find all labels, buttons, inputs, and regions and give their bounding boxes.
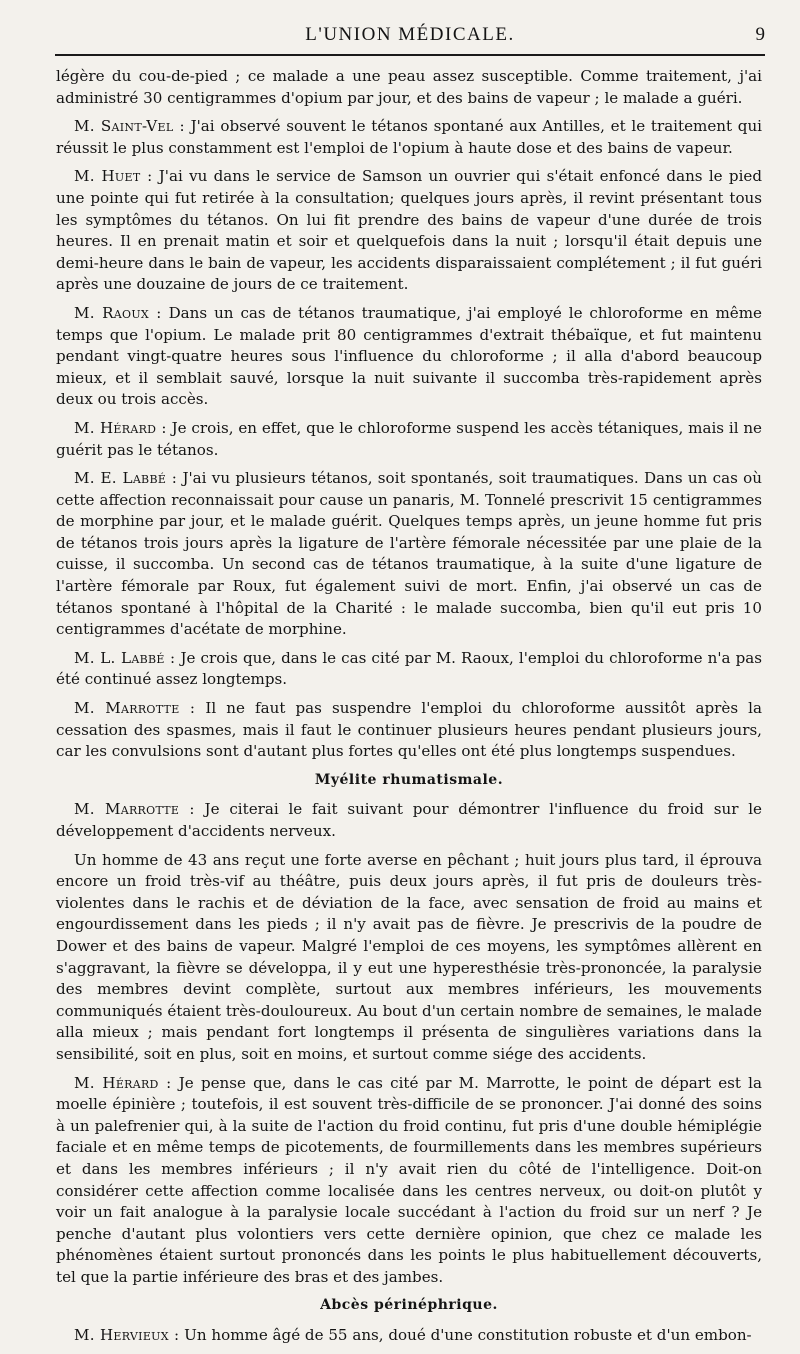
speaker-name: M. Marrotte : [74,800,195,819]
paragraph [56,850,762,1066]
paragraph [56,66,762,109]
running-title: L'UNION MÉDICALE. [305,24,515,45]
discussion-block-myelite [56,799,762,1288]
paragraph-text: Il ne faut pas suspendre l'emploi du chloroforme aussitôt après la cessation des spasmes, mais il faut le continuer plusieurs heures pendant plusieurs jours, car les convulsions sont d'autant plus fortes qu'elles ont été plus longtemps suspendues. [56,699,762,761]
speaker-name: M. Hervieux : [74,1326,180,1345]
page-header [55,22,765,56]
body-text [56,66,762,1354]
paragraph-text: J'ai observé souvent le tétanos spontané aux Antilles, et le traitement qui réussit le plus constamment est l'emploi de l'opium à haute dose et des bains de vapeur. [56,117,762,157]
paragraph-text: J'ai vu dans le service de Samson un ouvrier qui s'était enfoncé dans le pied une pointe qui fut retirée à la consultation; quelques jours après, il revint présentant tous les symptômes du tétanos. On lui fit prendre des bains de vapeur d'une durée de trois heures. Il en prenait matin et soir et quelquefois dans la nuit ; lorsqu'il était depuis une demi-heure dans le bain de vapeur, les accidents disparaissaient complétement ; il fut guéri après une douzaine de jours de ce traitement. [56,167,762,294]
speaker-name: M. Hérard : [74,418,167,437]
page-number: 9 [755,24,765,45]
paragraph [56,116,762,159]
speaker-name: M. Saint-Vel : [74,117,185,136]
speaker-name: M. E. Labbé : [74,469,178,488]
paragraph-text: Je crois que, dans le cas cité par M. Raoux, l'emploi du chloroforme n'a pas été continué assez longtemps. [56,648,762,689]
paragraph [56,799,762,842]
paragraph-text: légère du cou-de-pied ; ce malade a une peau assez susceptible. Comme traitement, j'ai administré 30 centigrammes d'opium par jour, et des bains de vapeur ; le malade a guéri. [56,67,762,107]
paragraph-text: Je crois, en effet, que le chloroforme suspend les accès tétaniques, mais il ne guérit pas le tétanos. [56,418,762,459]
discussion-block-tetanos [56,66,762,763]
section-heading: Myélite rhumatismale. [314,771,504,788]
speaker-name: M. Hérard : [74,1073,172,1092]
paragraph [56,698,762,763]
speaker-name: M. L. Labbé : [74,648,176,667]
paragraph-text: J'ai vu plusieurs tétanos, soit spontanés, soit traumatiques. Dans un cas où cette affection reconnaissait pour cause un panaris, M. Tonnelé prescrivit 15 centigrammes de morphine par jour, et le malade guérit. Quelques temps après, un jeune homme fut pris de tétanos trois jours après la ligature de l'artère fémorale nécessitée par une plaie de la cuisse, il succomba. Un second cas de tétanos traumatique, à la suite d'une ligature de l'artère fémorale par Roux, fut également suivi de mort. Enfin, j'ai observé un cas de tétanos spontané à l'hôpital de la Charité : le malade succomba, bien qu'il eut pris 10 centigrammes d'acétate de morphine. [56,469,762,639]
paragraph [56,468,762,641]
paragraph [56,1325,762,1347]
paragraph-text: Un homme de 43 ans reçut une forte averse en pêchant ; huit jours plus tard, il éprouva encore un froid très-vif au théâtre, puis deux jours après, il fut pris de douleurs très-violentes dans le rachis et de déviation de la face, avec sensation de froid au mains et engourdissement dans les pieds ; il n'y avait pas de fièvre. Je prescrivis de la poudre de Dower et des bains de vapeur. Malgré l'emploi de ces moyens, les symptômes allèrent en s'aggravant, la fièvre se développa, il y eut une hyperesthésie très-prononcée, la paralysie des membres devint complète, surtout aux membres inférieurs, les mouvements communiqués étaient très-douloureux. Au bout d'un certain nombre de semaines, le malade alla mieux ; mais pendant fort longtemps il présenta de singulières variations dans la sensibilité, soit en plus, soit en moins, et surtout comme siége des accidents. [56,850,762,1063]
speaker-name: M. Raoux : [74,303,162,322]
paragraph [56,166,762,296]
paragraph-text: Je citerai le fait suivant pour démontrer l'influence du froid sur le développement d'accidents nerveux. [56,800,762,840]
speaker-name: M. Marrotte : [74,699,196,718]
paragraph [56,1073,762,1289]
section-heading: Abcès périnéphrique. [320,1297,498,1314]
paragraph [56,303,762,411]
paragraph-text: Je pense que, dans le cas cité par M. Marrotte, le point de départ est la moelle épinière ; toutefois, il est souvent très-difficile de se prononcer. J'ai donné des soins à un palefrenier qui, à la suite de l'action du froid continu, fut pris d'une double hémiplégie faciale et en même temps de picotements, de fourmillements dans les membres supérieurs et dans les membres inférieurs ; il n'y avait rien du côté de l'intelligence. Doit-on considérer cette affection comme localisée dans les centres nerveux, ou doit-on plutôt y voir un fait analogue à la paralysie locale succédant à l'action du froid sur un nerf ? Je penche d'autant plus volontiers vers cette dernière opinion, que chez ce malade les phénomènes étaient surtout prononcés dans les points le plus habituellement découverts, tel que la partie inférieure des bras et des jambes. [56,1073,762,1286]
paragraph [56,418,762,461]
speaker-name: M. Huet : [74,167,153,186]
paragraph-text: Dans un cas de tétanos traumatique, j'ai employé le chloroforme en même temps que l'opium. Le malade prit 80 centigrammes d'extrait thébaïque, et fut maintenu pendant vingt-quatre heures sous l'influence du chloroforme ; il alla d'abord beaucoup mieux, et il semblait sauvé, lorsque la nuit suivante il succomba très-rapidement après deux ou trois accès. [56,303,762,409]
paragraph-text: Un homme âgé de 55 ans, doué d'une constitution robuste et d'un embon- [179,1326,752,1345]
discussion-block-abces [56,1325,762,1347]
paragraph [56,648,762,691]
